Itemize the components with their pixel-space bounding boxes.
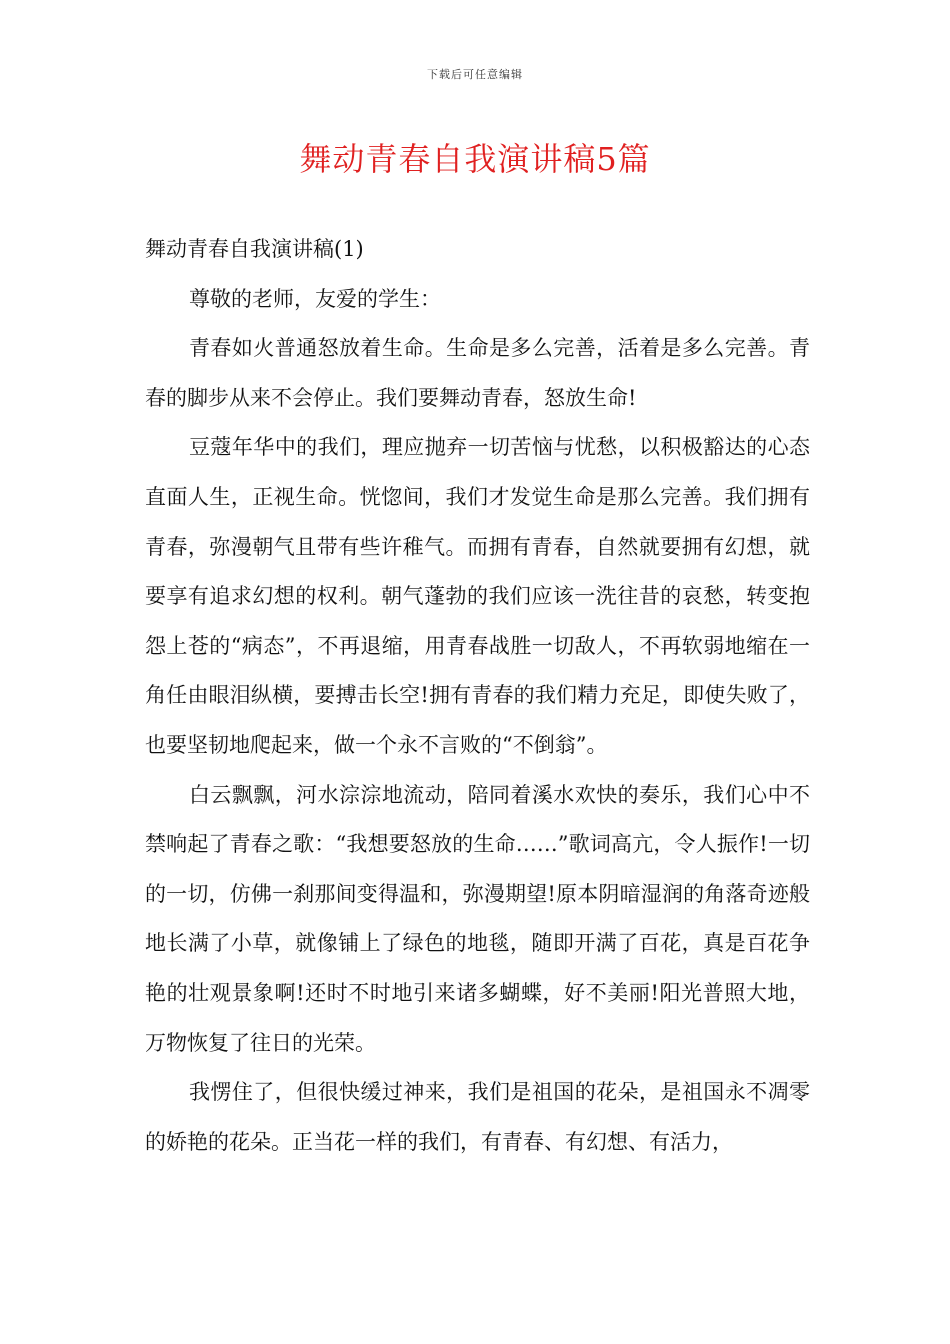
paragraph-salutation: 尊敬的老师，友爱的学生：	[189, 286, 441, 311]
header-note: 下载后可任意编辑	[427, 68, 523, 81]
document-body	[145, 225, 810, 1167]
paragraph: 豆蔻年华中的我们，理应抛弃一切苦恼与忧愁，以积极豁达的心态直面人生，正视生命。恍惚间，我们才发觉生命是那么完善。我们拥有青春，弥漫朝气且带有些许稚气。而拥有青春，自然就要拥有幻想，就要享有追求幻想的权利。朝气蓬勃的我们应该一洗往昔的哀愁，转变抱怨上苍的“病态”，不再退缩，用青春战胜一切敌人，不再软弱地缩在一角任由眼泪纵横，要搏击长空!拥有青春的我们精力充足，即使失败了，也要坚韧地爬起来，做一个永不言败的“不倒翁”。	[145, 435, 810, 757]
section-heading: 舞动青春自我演讲稿(1)	[145, 237, 364, 261]
document-title: 舞动青春自我演讲稿5篇	[299, 140, 651, 178]
paragraph: 青春如火普通怒放着生命。生命是多么完善，活着是多么完善。青春的脚步从来不会停止。我们要舞动青春，怒放生命!	[145, 336, 810, 410]
paragraph: 白云飘飘，河水淙淙地流动，陪同着溪水欢快的奏乐，我们心中不禁响起了青春之歌：“我想要怒放的生命……”歌词高亢，令人振作!一切的一切，仿佛一刹那间变得温和，弥漫期望!原本阴暗湿润的角落奇迹般地长满了小草，就像铺上了绿色的地毯，随即开满了百花，真是百花争艳的壮观景象啊!还时不时地引来诸多蝴蝶，好不美丽!阳光普照大地，万物恢复了往日的光荣。	[145, 782, 810, 1055]
paragraph: 我愣住了，但很快缓过神来，我们是祖国的花朵，是祖国永不凋零的娇艳的花朵。正当花一样的我们，有青春、有幻想、有活力，	[145, 1080, 810, 1154]
